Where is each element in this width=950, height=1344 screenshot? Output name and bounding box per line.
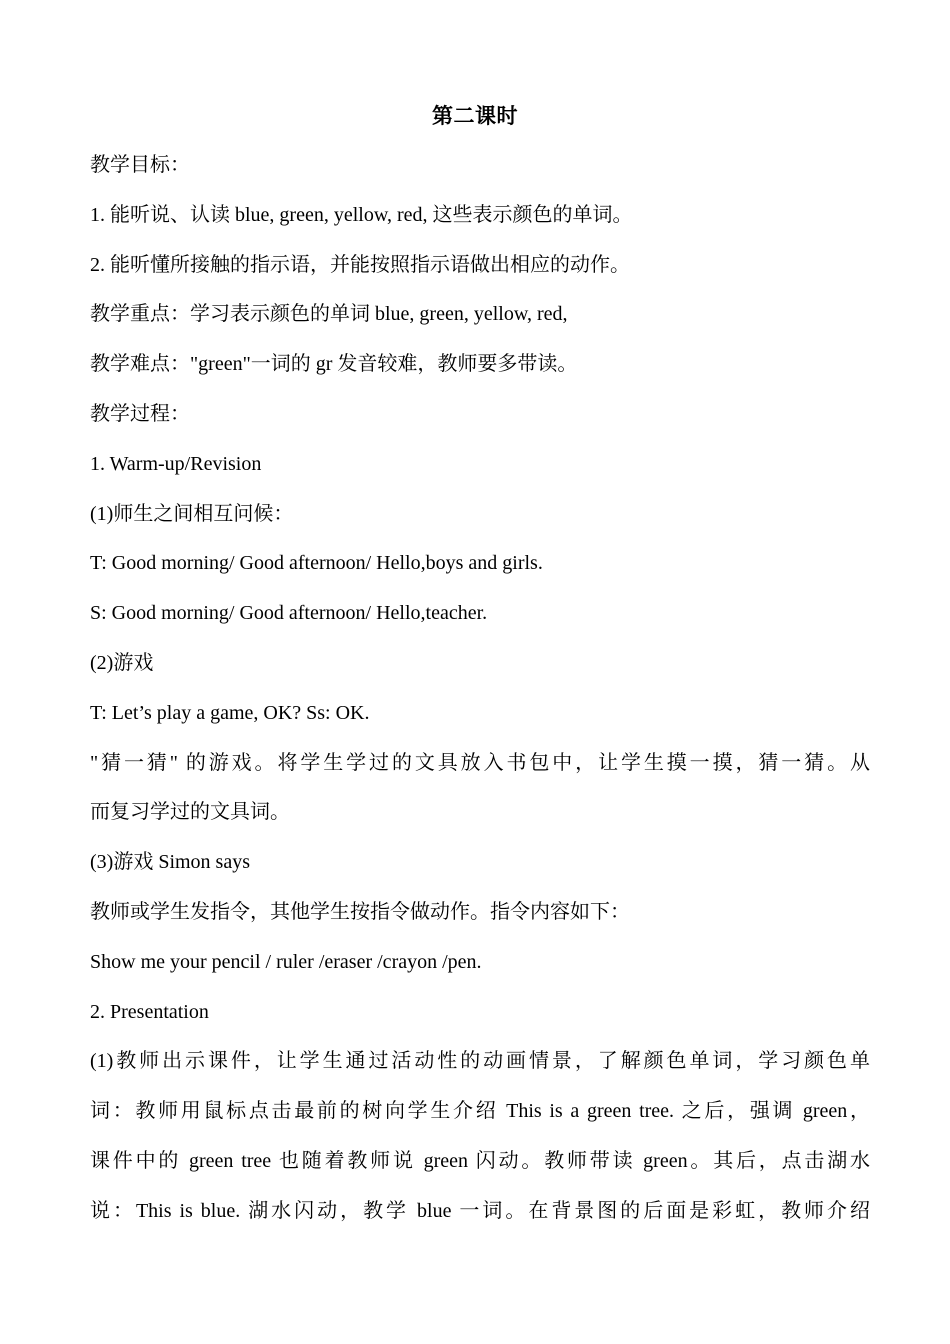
dialogue-game: T: Let’s play a game, OK? Ss: OK.: [90, 701, 370, 724]
presentation-paragraph-line-4: 说：This is blue. 湖水闪动，教学 blue 一词。在背景图的后面是彩虹，教师介绍: [90, 1199, 870, 1222]
game-description: "猜一猜" 的游戏。将学生学过的文具放入书包中，让学生摸一摸，猜一猜。从: [90, 751, 870, 774]
simon-says-description: 教师或学生发指令，其他学生按指令做动作。指令内容如下：: [90, 900, 630, 923]
dialogue-student: S: Good morning/ Good afternoon/ Hello,teacher.: [90, 602, 488, 625]
heading-process: 教学过程：: [90, 402, 190, 425]
objective-1: 1. 能听说、认读 blue, green, yellow, red, 这些表示颜色的单词。: [90, 203, 633, 226]
dialogue-teacher: T: Good morning/ Good afternoon/ Hello,boys and girls.: [90, 552, 543, 575]
simon-says-commands: Show me your pencil / ruler /eraser /crayon /pen.: [90, 950, 482, 973]
step-game: (2)游戏: [90, 651, 154, 674]
page-title: 第二课时: [432, 104, 518, 128]
heading-objectives: 教学目标：: [90, 154, 190, 176]
section-presentation: 2. Presentation: [90, 1000, 209, 1023]
document-body: [90, 150, 870, 1246]
game-description-cont: 而复习学过的文具词。: [90, 801, 290, 824]
difficult-point: 教学难点："green"一词的 gr 发音较难，教师要多带读。: [90, 353, 578, 376]
objective-2: 2. 能听懂所接触的指示语，并能按照指示语做出相应的动作。: [90, 253, 630, 276]
step-greeting: (1)师生之间相互问候：: [90, 502, 294, 525]
key-point: 教学重点：学习表示颜色的单词 blue, green, yellow, red,: [90, 303, 568, 326]
section-warm-up: 1. Warm-up/Revision: [90, 452, 262, 475]
presentation-paragraph-line-2: 词：教师用鼠标点击最前的树向学生介绍 This is a green tree. 之后，强调 green，: [90, 1100, 870, 1123]
presentation-paragraph-line-1: (1)教师出示课件，让学生通过活动性的动画情景，了解颜色单词，学习颜色单: [90, 1050, 870, 1073]
presentation-paragraph-line-3: 课件中的 green tree 也随着教师说 green 闪动。教师带读 green。其后，点击湖水: [90, 1149, 870, 1172]
step-simon-says: (3)游戏 Simon says: [90, 851, 250, 874]
